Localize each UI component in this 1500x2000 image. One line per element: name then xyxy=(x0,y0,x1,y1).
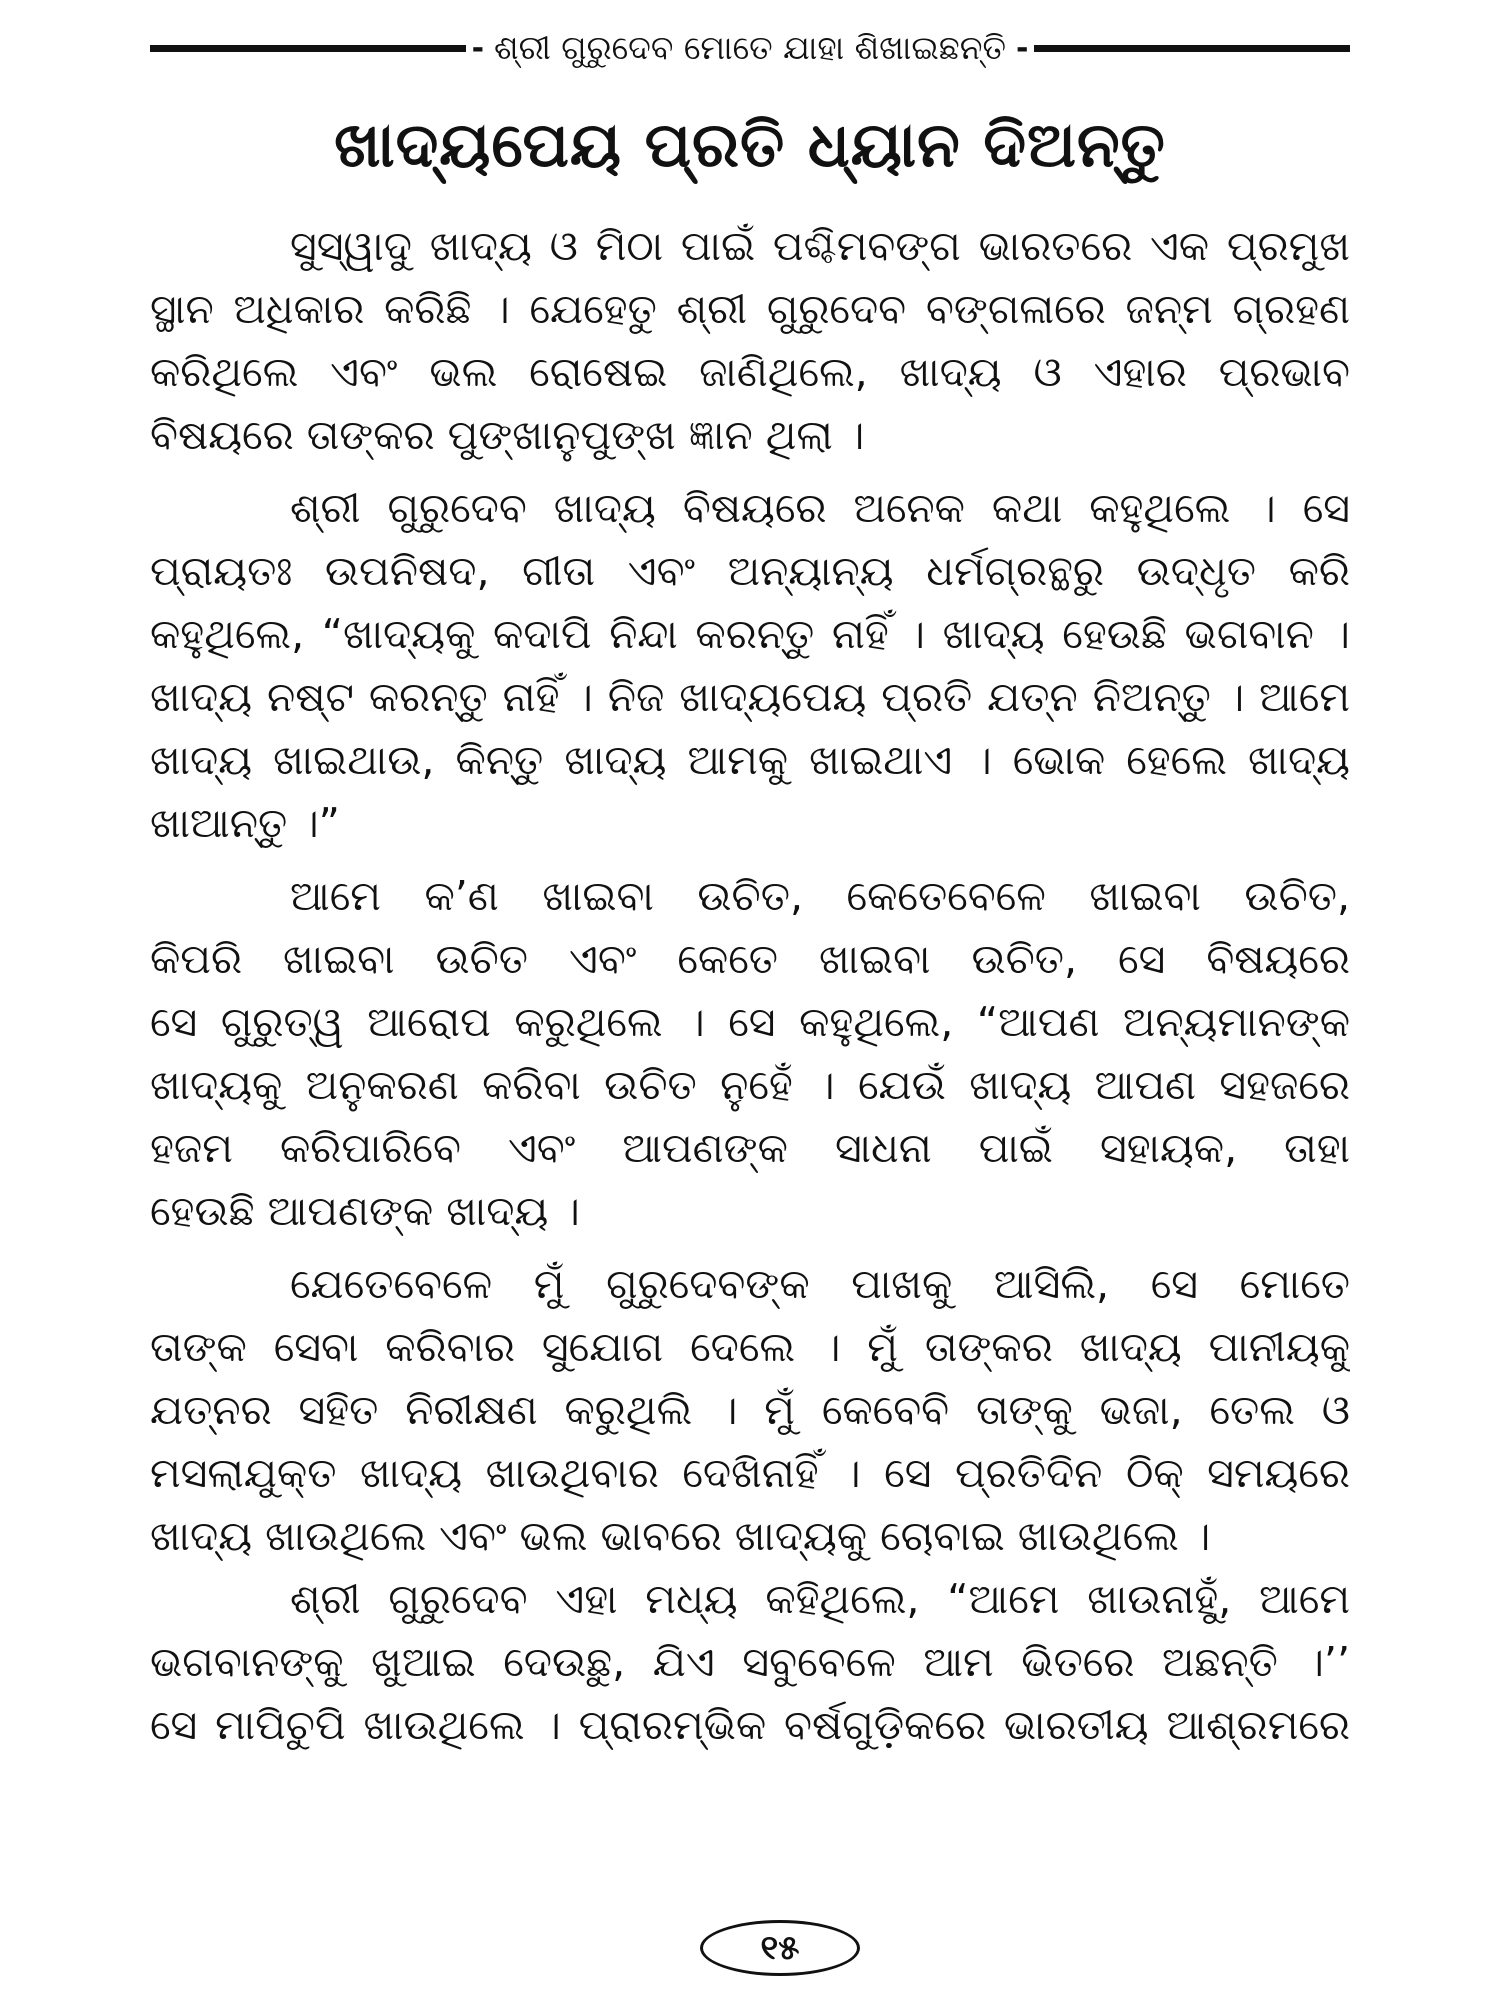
paragraph-2 xyxy=(150,477,1350,855)
body-text xyxy=(150,215,1350,1757)
text-line: ହେଉଛି ଆପଣଙ୍କ ଖାଦ୍ୟ । xyxy=(150,1187,580,1235)
text-line: ଯତ୍ନର ସହିତ ନିରୀକ୍ଷଣ କରୁଥିଲି । ମୁଁ କେବେବି ତାଙ୍କୁ ଭଜା, ତେଲ ଓ xyxy=(150,1386,1350,1434)
text-line: ଭଗବାନଙ୍କୁ ଖୁଆଇ ଦେଉଛୁ, ଯିଏ ସବୁବେଳେ ଆମ ଭିତରେ ଅଛନ୍ତି ।’’ xyxy=(150,1638,1350,1686)
text-line: କିପରି ଖାଇବା ଉଚିତ ଏବଂ କେତେ ଖାଇବା ଉଚିତ, ସେ ବିଷୟରେ xyxy=(150,935,1350,983)
header-rule-right xyxy=(1034,45,1350,52)
text-line: ସେ ଗୁରୁତ୍ୱ ଆରୋପ କରୁଥିଲେ । ସେ କହୁଥିଲେ, “ଆପଣ ଅନ୍ୟମାନଙ୍କ xyxy=(150,998,1350,1046)
text-line: କରିଥିଲେ ଏବଂ ଭଲ ରୋଷେଇ ଜାଣିଥିଲେ, ଖାଦ୍ୟ ଓ ଏହାର ପ୍ରଭାବ xyxy=(150,348,1350,396)
paragraph-gap xyxy=(150,467,1350,477)
paragraph-gap xyxy=(150,1243,1350,1253)
text-line: ଖାଦ୍ୟ ନଷ୍ଟ କରନ୍ତୁ ନାହିଁ । ନିଜ ଖାଦ୍ୟପେୟ ପ୍ରତି ଯତ୍ନ ନିଅନ୍ତୁ । ଆମେ xyxy=(150,673,1350,721)
paragraph-4 xyxy=(150,1253,1350,1568)
text-line: ଶ୍ରୀ ଗୁରୁଦେବ ଏହା ମଧ୍ୟ କହିଥିଲେ, “ଆମେ ଖାଉନାହୁଁ, ଆମେ xyxy=(290,1575,1350,1623)
header-dash-left: - xyxy=(471,30,485,66)
header-rule-left xyxy=(150,45,466,52)
text-line: କହୁଥିଲେ, “ଖାଦ୍ୟକୁ କଦାପି ନିନ୍ଦା କରନ୍ତୁ ନାହିଁ । ଖାଦ୍ୟ ହେଉଛି ଭଗବାନ । xyxy=(150,610,1350,658)
text-line: ଆମେ କ’ଣ ଖାଇବା ଉଚିତ, କେତେବେଳେ ଖାଇବା ଉଚିତ, xyxy=(290,872,1350,920)
text-line: ସେ ମାପିଚୁପି ଖାଉଥିଲେ । ପ୍ରାରମ୍ଭିକ ବର୍ଷଗୁଡ଼ିକରେ ଭାରତୀୟ ଆଶ୍ରମରେ xyxy=(150,1701,1350,1749)
paragraph-1 xyxy=(150,215,1350,467)
text-line: ବିଷୟରେ ତାଙ୍କର ପୁଙ୍ଖାନୁପୁଙ୍ଖ ଜ୍ଞାନ ଥିଲା । xyxy=(150,411,865,459)
chapter-title: ଖାଦ୍ୟପେୟ ପ୍ରତି ଧ୍ୟାନ ଦିଅନ୍ତୁ xyxy=(334,108,1166,181)
running-header xyxy=(150,18,1350,78)
page-number: ୧୫ xyxy=(700,1920,860,1976)
text-line: ସ୍ଥାନ ଅଧିକାର କରିଛି । ଯେହେତୁ ଶ୍ରୀ ଗୁରୁଦେବ ବଙ୍ଗଳାରେ ଜନ୍ମ ଗ୍ରହଣ xyxy=(150,285,1350,333)
paragraph-5 xyxy=(150,1568,1350,1757)
paragraph-gap xyxy=(150,855,1350,865)
text-line: ତାଙ୍କ ସେବା କରିବାର ସୁଯୋଗ ଦେଲେ । ମୁଁ ତାଙ୍କର ଖାଦ୍ୟ ପାନୀୟକୁ xyxy=(150,1323,1350,1371)
text-line: ଖାଦ୍ୟ ଖାଉଥିଲେ ଏବଂ ଭଲ ଭାବରେ ଖାଦ୍ୟକୁ ଚୋବାଇ ଖାଉଥିଲେ । xyxy=(150,1512,1211,1560)
text-line: ଖାଆନ୍ତୁ ।” xyxy=(150,799,340,847)
text-line: ଯେତେବେଳେ ମୁଁ ଗୁରୁଦେବଙ୍କ ପାଖକୁ ଆସିଲି, ସେ ମୋତେ xyxy=(290,1260,1350,1308)
text-line: ଶ୍ରୀ ଗୁରୁଦେବ ଖାଦ୍ୟ ବିଷୟରେ ଅନେକ କଥା କହୁଥିଲେ । ସେ xyxy=(290,484,1350,532)
header-dash-right: - xyxy=(1016,30,1029,66)
text-line: ଖାଦ୍ୟକୁ ଅନୁକରଣ କରିବା ଉଚିତ ନୁହେଁ । ଯେଉଁ ଖାଦ୍ୟ ଆପଣ ସହଜରେ xyxy=(150,1061,1350,1109)
text-line: ଖାଦ୍ୟ ଖାଇଥାଉ, କିନ୍ତୁ ଖାଦ୍ୟ ଆମକୁ ଖାଇଥାଏ । ଭୋକ ହେଲେ ଖାଦ୍ୟ xyxy=(150,736,1350,784)
text-line: ମସଲାଯୁକ୍ତ ଖାଦ୍ୟ ଖାଉଥିବାର ଦେଖିନାହିଁ । ସେ ପ୍ରତିଦିନ ଠିକ୍ ସମୟରେ xyxy=(150,1449,1350,1497)
text-line: ସୁସ୍ୱାଦୁ ଖାଦ୍ୟ ଓ ମିଠା ପାଇଁ ପଶ୍ଚିମବଙ୍ଗ ଭାରତରେ ଏକ ପ୍ରମୁଖ xyxy=(290,222,1350,270)
text-line: ପ୍ରାୟତଃ ଉପନିଷଦ, ଗୀତା ଏବଂ ଅନ୍ୟାନ୍ୟ ଧର୍ମଗ୍ରନ୍ଥରୁ ଉଦ୍ଧୃତ କରି xyxy=(150,547,1350,595)
text-line: ହଜମ କରିପାରିବେ ଏବଂ ଆପଣଙ୍କ ସାଧନା ପାଇଁ ସହାୟକ, ତାହା xyxy=(150,1124,1350,1172)
running-title: ଶ୍ରୀ ଗୁରୁଦେବ ମୋତେ ଯାହା ଶିଖାଇଛନ୍ତି xyxy=(494,28,1006,67)
paragraph-3 xyxy=(150,865,1350,1243)
